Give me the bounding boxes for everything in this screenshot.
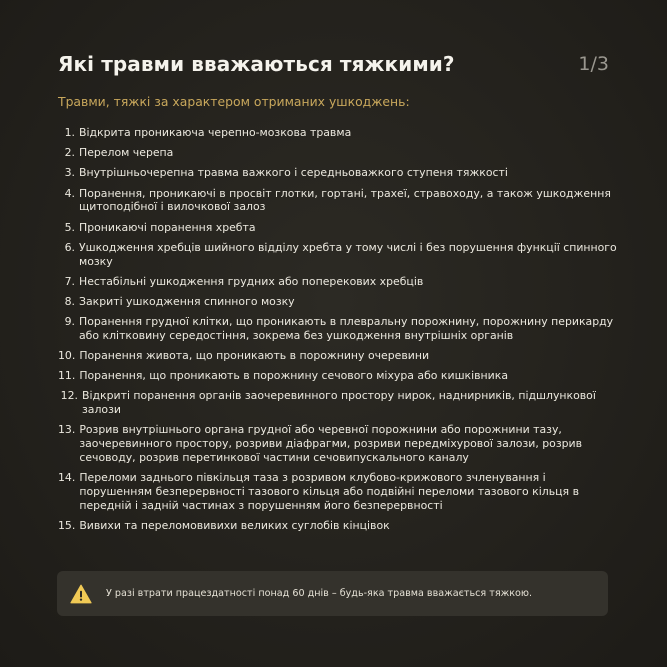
list-item: [58, 275, 618, 289]
item-text: Розрив внутрішнього органа грудної або черевної порожнини або порожнини тазу, заочеревинного простору, розриви діафрагми, розриви передміхурової залози, розрив сечоводу, розрив перетинкової частини сечовипускального каналу: [79, 423, 583, 465]
item-number: 11.: [58, 369, 76, 383]
item-number: 15.: [58, 519, 76, 532]
item-text: Поранення живота, що проникають в порожнину очеревини: [79, 349, 430, 363]
item-text: Нестабільні ушкодження грудних або поперекових хребців: [79, 274, 424, 288]
item-number: 4.: [64, 186, 75, 200]
item-text: Відкрита проникаюча черепно-мозкова травма: [79, 126, 352, 139]
item-number: 10.: [58, 349, 76, 363]
item-number: 9.: [64, 315, 75, 329]
item-number: 12.: [60, 389, 78, 403]
item-number: 14.: [58, 471, 76, 485]
item-number: 3.: [64, 166, 75, 180]
notice-text: У разі втрати працездатності понад 60 днів – будь-яка травма вважається тяжкою.: [106, 588, 533, 599]
item-text: Поранення, проникаючі в просвіт глотки, гортані, трахеї, стравоходу, а також ушкодження щитоподібної і вилочкової залоз: [79, 186, 611, 214]
list-item: [58, 349, 618, 363]
warning-triangle-icon: [70, 584, 92, 604]
item-number: 2.: [64, 146, 75, 160]
item-number: 1.: [64, 126, 75, 139]
list-item: [58, 519, 618, 533]
item-text: Внутрішньочерепна травма важкого і середньоважкого ступеня тяжкості: [79, 166, 508, 180]
list-item: [58, 295, 618, 309]
list-item: [58, 126, 618, 140]
list-item: [58, 146, 618, 160]
item-number: 7.: [64, 274, 75, 288]
item-number: 5.: [64, 220, 75, 234]
item-text: Переломи заднього півкільця таза з розривом клубово-крижового зчленування і порушенням безперервності тазового кільця або подвійні переломи тазового кільця в передній і задній частинах з порушенням його безперервності: [79, 471, 579, 512]
page-title: Які травми вважаються тяжкими?: [58, 52, 455, 76]
list-item: [58, 423, 618, 464]
item-text: Проникаючі поранення хребта: [79, 220, 256, 234]
list-item: [58, 166, 618, 180]
item-text: Ушкодження хребців шийного відділу хребта у тому числі і без порушення функції спинного мозку: [79, 240, 617, 268]
item-text: Вивихи та переломовивихи великих суглобів кінцівок: [79, 519, 390, 532]
section-subtitle: Травми, тяжкі за характером отриманих ушкоджень:: [58, 94, 410, 109]
page-counter: 1/3: [578, 53, 609, 75]
list-item: [58, 187, 618, 215]
list-item: [58, 389, 618, 417]
list-item: [58, 221, 618, 235]
item-number: 13.: [58, 423, 76, 437]
list-item: [58, 315, 618, 343]
item-text: Закриті ушкодження спинного мозку: [79, 294, 295, 308]
list-item: [58, 241, 618, 269]
list-item: [58, 369, 618, 383]
list-item: [58, 471, 618, 512]
item-number: 8.: [64, 294, 75, 308]
injury-list: [58, 126, 618, 539]
notice-box: [57, 571, 608, 616]
item-text: Відкриті поранення органів заочеревинного простору нирок, наднирників, підшлункової залози: [82, 389, 596, 417]
item-text: Поранення, що проникають в порожнину сечового міхура або кишківника: [79, 369, 509, 383]
item-text: Перелом черепа: [79, 146, 174, 160]
item-number: 6.: [64, 240, 75, 254]
item-text: Поранення грудної клітки, що проникають в плевральну порожнину, порожнину перикарду або клітковину середостіння, зокрема без ушкодження внутрішніх органів: [79, 315, 614, 342]
